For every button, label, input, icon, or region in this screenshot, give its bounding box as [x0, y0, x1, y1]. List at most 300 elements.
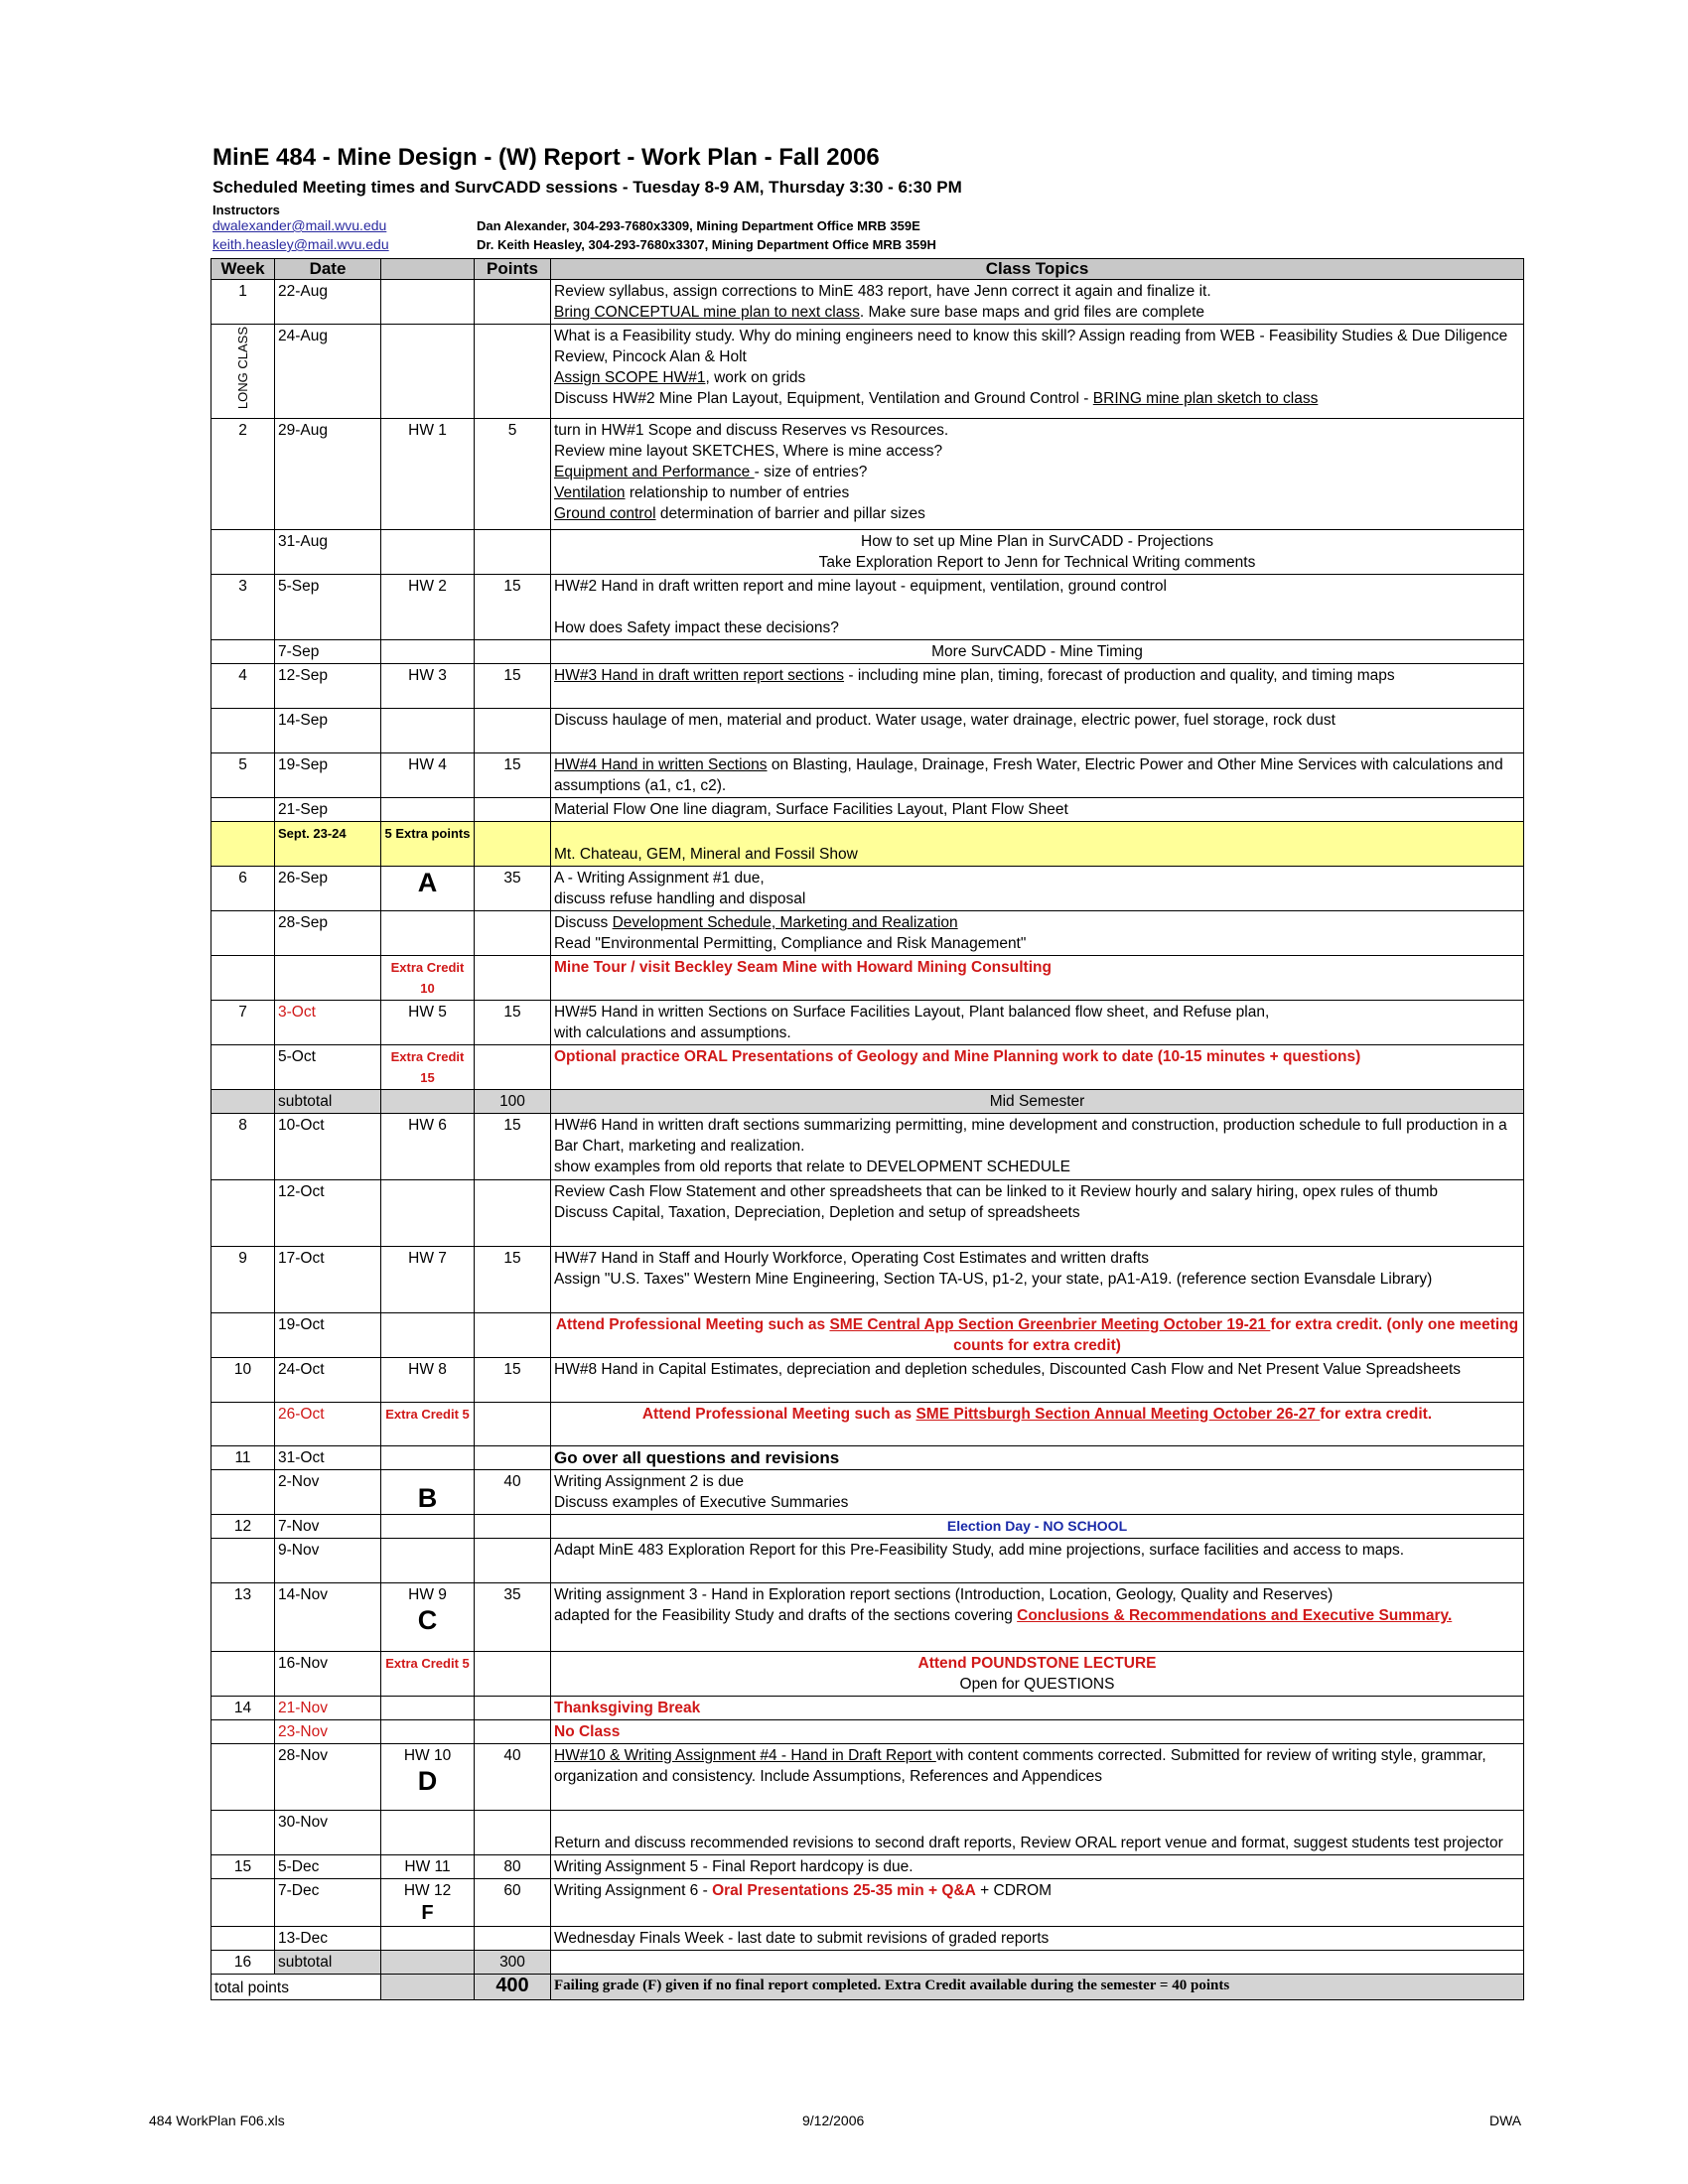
points-cell — [475, 1180, 551, 1247]
points-cell — [475, 911, 551, 956]
table-row-subtotal — [211, 1090, 1524, 1114]
topic-text: - including mine plan, timing, forecast of production and quality, and timing maps — [844, 667, 1395, 684]
assignment-cell — [381, 1720, 475, 1744]
table-row — [211, 709, 1524, 753]
assignment-cell — [381, 1313, 475, 1358]
column-header-date: Date — [275, 259, 381, 280]
date-cell: 22-Aug — [275, 280, 381, 325]
topic-cell: Thanksgiving Break — [551, 1697, 1524, 1720]
points-cell: 15 — [475, 1358, 551, 1403]
topic-text: for extra credit. — [1320, 1406, 1433, 1423]
points-cell — [475, 1720, 551, 1744]
topic-text: for extra credit. (only one meeting counts for extra credit) — [953, 1316, 1519, 1354]
points-cell: 60 — [475, 1879, 551, 1927]
assignment-cell: HW 2 — [381, 575, 475, 640]
assignment-cell: HW 5 — [381, 1001, 475, 1045]
topic-line: HW#6 Hand in written draft sections summarizing permitting, mine development and construction, production schedule to full production in a Bar Chart, marketing and realization. — [554, 1117, 1507, 1155]
week-cell — [211, 1470, 275, 1515]
assignment-cell — [381, 1951, 475, 1975]
table-row — [211, 1114, 1524, 1180]
date-cell: 17-Oct — [275, 1247, 381, 1313]
points-cell: 5 — [475, 419, 551, 530]
page-subtitle: Scheduled Meeting times and SurvCADD sessions - Tuesday 8-9 AM, Thursday 3:30 - 6:30 PM — [212, 178, 962, 197]
date-cell: subtotal — [275, 1090, 381, 1114]
topic-cell: Wednesday Finals Week - last date to submit revisions of graded reports — [551, 1927, 1524, 1951]
date-cell: 21-Sep — [275, 798, 381, 822]
week-cell: 10 — [211, 1358, 275, 1403]
topic-underlined-text: Conclusions & Recommendations and Executive Summary. — [1017, 1607, 1453, 1624]
points-cell — [475, 640, 551, 664]
date-cell: 12-Oct — [275, 1180, 381, 1247]
table-row — [211, 1720, 1524, 1744]
topic-line: with calculations and assumptions. — [554, 1024, 791, 1041]
table-row-subtotal — [211, 1951, 1524, 1975]
assignment-cell — [381, 1583, 475, 1652]
points-cell — [475, 1403, 551, 1446]
topic-line: How to set up Mine Plan in SurvCADD - Projections — [861, 533, 1213, 550]
column-header-week: Week — [211, 259, 275, 280]
week-cell: 4 — [211, 664, 275, 709]
assignment-cell: HW 6 — [381, 1114, 475, 1180]
topic-cell — [551, 1744, 1524, 1811]
topic-cell: Election Day - NO SCHOOL — [551, 1515, 1524, 1539]
table-row — [211, 1855, 1524, 1879]
table-row — [211, 1811, 1524, 1855]
points-cell — [475, 1652, 551, 1697]
topic-line — [554, 482, 1520, 503]
date-cell: 28-Sep — [275, 911, 381, 956]
week-cell — [211, 1879, 275, 1927]
week-cell — [211, 1313, 275, 1358]
assignment-cell — [381, 867, 475, 911]
topic-cell: Optional practice ORAL Presentations of Geology and Mine Planning work to date (10-15 minutes + questions) — [551, 1045, 1524, 1090]
topic-line: Take Exploration Report to Jenn for Technical Writing comments — [818, 554, 1256, 571]
date-cell: 5-Dec — [275, 1855, 381, 1879]
assignment-label: HW 9 — [408, 1586, 447, 1603]
table-row — [211, 1744, 1524, 1811]
topic-cell — [551, 1652, 1524, 1697]
points-cell — [475, 530, 551, 575]
topic-text: + CDROM — [975, 1882, 1053, 1899]
topic-text: relationship to number of entries — [625, 484, 850, 501]
table-row — [211, 753, 1524, 798]
table-row — [211, 1652, 1524, 1697]
topic-line — [554, 367, 1520, 388]
assignment-cell: Extra Credit 5 — [381, 1403, 475, 1446]
week-cell — [211, 911, 275, 956]
topic-line — [554, 462, 1520, 482]
table-row — [211, 1045, 1524, 1090]
assignment-cell: Extra Credit 15 — [381, 1045, 475, 1090]
table-row — [211, 867, 1524, 911]
points-cell: 35 — [475, 867, 551, 911]
week-cell — [211, 530, 275, 575]
table-row — [211, 1180, 1524, 1247]
table-row — [211, 280, 1524, 325]
topic-underlined-text: HW#10 & Writing Assignment #4 - Hand in Draft Report — [554, 1747, 936, 1764]
topic-underlined-text: BRING mine plan sketch to class — [1092, 390, 1319, 407]
week-cell — [211, 1403, 275, 1446]
date-cell: 10-Oct — [275, 1114, 381, 1180]
topic-text: adapted for the Feasibility Study and drafts of the sections covering — [554, 1607, 1018, 1624]
column-header-points: Points — [475, 259, 551, 280]
date-cell: 30-Nov — [275, 1811, 381, 1855]
instructors-label: Instructors — [212, 203, 280, 217]
table-row — [211, 1470, 1524, 1515]
assignment-letter: F — [421, 1902, 434, 1924]
date-cell: 13-Dec — [275, 1927, 381, 1951]
topic-cell — [551, 753, 1524, 798]
topic-highlight-text: Oral Presentations 25-35 min + Q&A — [712, 1882, 976, 1899]
points-cell: 80 — [475, 1855, 551, 1879]
assignment-cell — [381, 280, 475, 325]
date-cell: 19-Sep — [275, 753, 381, 798]
topic-line: Discuss examples of Executive Summaries — [554, 1494, 849, 1511]
table-row — [211, 325, 1524, 419]
topic-line: HW#7 Hand in Staff and Hourly Workforce, Operating Cost Estimates and written drafts — [554, 1250, 1150, 1267]
topic-cell — [551, 1247, 1524, 1313]
topic-line: Read "Environmental Permitting, Compliance and Risk Management" — [554, 935, 1027, 952]
topic-underlined-text: SME Central App Section Greenbrier Meeting October 19-21 — [829, 1316, 1271, 1333]
topic-cell — [551, 867, 1524, 911]
date-cell: Sept. 23-24 — [275, 822, 381, 867]
table-row — [211, 1697, 1524, 1720]
week-cell: 15 — [211, 1855, 275, 1879]
table-row — [211, 798, 1524, 822]
points-cell — [475, 1697, 551, 1720]
week-cell: 13 — [211, 1583, 275, 1652]
assignment-cell — [381, 1744, 475, 1811]
assignment-cell: HW 8 — [381, 1358, 475, 1403]
footer-initials: DWA — [1489, 2113, 1522, 2128]
topic-cell — [551, 1951, 1524, 1975]
points-cell — [475, 956, 551, 1001]
topic-line: Review Cash Flow Statement and other spreadsheets that can be linked to it Review hourly and salary hiring, opex rules of thumb — [554, 1183, 1439, 1200]
topic-line: show examples from old reports that relate to DEVELOPMENT SCHEDULE — [554, 1159, 1071, 1175]
week-cell — [211, 1744, 275, 1811]
assignment-cell — [381, 640, 475, 664]
topic-cell — [551, 1114, 1524, 1180]
date-cell: subtotal — [275, 1951, 381, 1975]
date-cell: 16-Nov — [275, 1652, 381, 1697]
total-note: Failing grade (F) given if no final report completed. Extra Credit available during the semester = 40 points — [551, 1975, 1524, 2000]
assignment-cell: 5 Extra points — [381, 822, 475, 867]
topic-cell — [551, 911, 1524, 956]
date-cell: 19-Oct — [275, 1313, 381, 1358]
points-cell: 15 — [475, 1247, 551, 1313]
assignment-cell — [381, 709, 475, 753]
assignment-cell — [381, 1975, 475, 2000]
topic-cell: Writing Assignment 5 - Final Report hardcopy is due. — [551, 1855, 1524, 1879]
week-cell — [211, 1180, 275, 1247]
table-row — [211, 956, 1524, 1001]
topic-cell — [551, 575, 1524, 640]
assignment-cell: HW 7 — [381, 1247, 475, 1313]
topic-cell — [551, 419, 1524, 530]
topic-line: discuss refuse handling and disposal — [554, 890, 806, 907]
topic-cell — [551, 664, 1524, 709]
work-plan-table — [211, 258, 1524, 2000]
topic-cell — [551, 1879, 1524, 1927]
topic-line — [554, 302, 1520, 323]
topic-cell: Adapt MinE 483 Exploration Report for this Pre-Feasibility Study, add mine projections, surface facilities and access to maps. — [551, 1539, 1524, 1583]
table-row — [211, 1313, 1524, 1358]
topic-line: turn in HW#1 Scope and discuss Reserves vs Resources. — [554, 422, 949, 439]
assignment-cell — [381, 911, 475, 956]
week-cell: 7 — [211, 1001, 275, 1045]
week-cell — [211, 1811, 275, 1855]
points-cell: 40 — [475, 1744, 551, 1811]
assignment-cell — [381, 530, 475, 575]
topic-text: Discuss HW#2 Mine Plan Layout, Equipment, Ventilation and Ground Control - — [554, 390, 1093, 407]
table-header-row — [211, 259, 1524, 280]
assignment-cell: HW 11 — [381, 1855, 475, 1879]
topic-cell: Discuss haulage of men, material and product. Water usage, water drainage, electric power, fuel storage, rock dust — [551, 709, 1524, 753]
assignment-letter: D — [417, 1766, 438, 1796]
week-cell: 8 — [211, 1114, 275, 1180]
column-header-assignment — [381, 259, 475, 280]
points-cell: 15 — [475, 753, 551, 798]
assignment-cell — [381, 1180, 475, 1247]
points-cell: 15 — [475, 575, 551, 640]
table-row — [211, 1879, 1524, 1927]
topic-line: Open for QUESTIONS — [959, 1676, 1115, 1693]
assignment-cell — [381, 1539, 475, 1583]
date-cell: 31-Oct — [275, 1446, 381, 1470]
week-cell: 14 — [211, 1697, 275, 1720]
date-cell: 12-Sep — [275, 664, 381, 709]
assignment-cell — [381, 798, 475, 822]
topic-underlined-text: Ventilation — [554, 484, 626, 501]
week-cell — [211, 956, 275, 1001]
topic-line — [554, 912, 1520, 933]
long-class-label: LONG CLASS — [234, 327, 250, 410]
topic-cell — [551, 1180, 1524, 1247]
assignment-cell — [381, 1446, 475, 1470]
points-cell: 15 — [475, 664, 551, 709]
table-row-total — [211, 1975, 1524, 2000]
topic-cell — [551, 1583, 1524, 1652]
total-points-value: 400 — [475, 1975, 551, 2000]
points-cell — [475, 1313, 551, 1358]
date-cell: 2-Nov — [275, 1470, 381, 1515]
week-cell — [211, 1927, 275, 1951]
assignment-cell: HW 4 — [381, 753, 475, 798]
topic-line: Assign "U.S. Taxes" Western Mine Engineering, Section TA-US, p1-2, your state, pA1-A19. (reference section Evansdale Library) — [554, 1271, 1433, 1288]
week-cell — [211, 1720, 275, 1744]
date-cell: 5-Oct — [275, 1045, 381, 1090]
points-cell — [475, 1539, 551, 1583]
assignment-cell: Extra Credit 5 — [381, 1652, 475, 1697]
topic-text: Attend Professional Meeting such as — [555, 1316, 830, 1333]
topic-text: Attend Professional Meeting such as — [641, 1406, 916, 1423]
topic-text: , work on grids — [705, 369, 806, 386]
topic-line: What is a Feasibility study. Why do mining engineers need to know this skill? Assign reading from WEB - Feasibility Studies & Due Diligence Review, Pincock Alan & Holt — [554, 328, 1508, 365]
date-cell: 29-Aug — [275, 419, 381, 530]
topic-line: Review mine layout SKETCHES, Where is mine access? — [554, 443, 943, 460]
week-cell — [211, 1045, 275, 1090]
topic-underlined-text: SME Pittsburgh Section Annual Meeting October 26-27 — [915, 1406, 1321, 1423]
date-cell: 21-Nov — [275, 1697, 381, 1720]
points-cell: 40 — [475, 1470, 551, 1515]
topic-underlined-text: Assign SCOPE HW#1 — [554, 369, 706, 386]
topic-cell: More SurvCADD - Mine Timing — [551, 640, 1524, 664]
points-cell — [475, 798, 551, 822]
week-cell — [211, 1652, 275, 1697]
date-cell — [275, 956, 381, 1001]
topic-line: HW#2 Hand in draft written report and mine layout - equipment, ventilation, ground control — [554, 578, 1167, 595]
table-row — [211, 1403, 1524, 1446]
week-cell — [211, 325, 275, 419]
topic-text: determination of barrier and pillar sizes — [655, 505, 925, 522]
table-row — [211, 664, 1524, 709]
total-points-label: total points — [211, 1975, 381, 2000]
week-cell: 16 — [211, 1951, 275, 1975]
points-cell: 35 — [475, 1583, 551, 1652]
topic-cell: No Class — [551, 1720, 1524, 1744]
points-cell — [475, 1446, 551, 1470]
topic-cell: Mine Tour / visit Beckley Seam Mine with Howard Mining Consulting — [551, 956, 1524, 1001]
points-cell: 15 — [475, 1001, 551, 1045]
assignment-cell: HW 1 — [381, 419, 475, 530]
topic-underlined-text: HW#4 Hand in written Sections — [554, 756, 768, 773]
table-row — [211, 911, 1524, 956]
topic-line: Review syllabus, assign corrections to MinE 483 report, have Jenn correct it again and finalize it. — [554, 283, 1211, 300]
week-cell: 1 — [211, 280, 275, 325]
points-cell — [475, 822, 551, 867]
topic-text: Discuss — [554, 914, 613, 931]
topic-line — [554, 503, 1520, 524]
assignment-cell — [381, 1090, 475, 1114]
table-row — [211, 640, 1524, 664]
topic-cell — [551, 1001, 1524, 1045]
date-cell: 26-Oct — [275, 1403, 381, 1446]
topic-cell — [551, 280, 1524, 325]
week-cell — [211, 822, 275, 867]
points-cell — [475, 1515, 551, 1539]
topic-underlined-text: Bring CONCEPTUAL mine plan to next class — [554, 304, 860, 321]
topic-cell — [551, 1470, 1524, 1515]
instructor-info: Dr. Keith Heasley, 304-293-7680x3307, Mining Department Office MRB 359H — [477, 237, 936, 252]
date-cell: 31-Aug — [275, 530, 381, 575]
topic-underlined-text: Ground control — [554, 505, 656, 522]
date-cell: 7-Sep — [275, 640, 381, 664]
week-cell — [211, 1539, 275, 1583]
date-cell: 7-Nov — [275, 1515, 381, 1539]
assignment-letter: C — [417, 1605, 438, 1635]
week-cell — [211, 709, 275, 753]
week-cell — [211, 1090, 275, 1114]
topic-line: Attend POUNDSTONE LECTURE — [917, 1655, 1157, 1672]
week-cell — [211, 798, 275, 822]
table-row — [211, 530, 1524, 575]
assignment-cell — [381, 1879, 475, 1927]
points-cell — [475, 280, 551, 325]
week-cell — [211, 640, 275, 664]
assignment-cell — [381, 1515, 475, 1539]
table-row — [211, 419, 1524, 530]
date-cell: 7-Dec — [275, 1879, 381, 1927]
week-cell: 5 — [211, 753, 275, 798]
table-row — [211, 1001, 1524, 1045]
week-cell: 2 — [211, 419, 275, 530]
topic-text: on Blasting, Haulage, Drainage, Fresh Water, Electric Power and Other Mine Services with calculations and assumptions (a1, c1, c2). — [554, 756, 1503, 794]
topic-line: A - Writing Assignment #1 due, — [554, 870, 765, 887]
week-cell: 12 — [211, 1515, 275, 1539]
assignment-cell: Extra Credit 10 — [381, 956, 475, 1001]
date-cell: 23-Nov — [275, 1720, 381, 1744]
topic-cell: HW#8 Hand in Capital Estimates, depreciation and depletion schedules, Discounted Cash Flow and Net Present Value Spreadsheets — [551, 1358, 1524, 1403]
assignment-label: HW 10 — [403, 1747, 452, 1764]
topic-line — [554, 388, 1520, 409]
assignment-label: HW 12 — [403, 1882, 452, 1899]
topic-line: Writing assignment 3 - Hand in Exploration report sections (Introduction, Location, Geology, Quality and Reserves) — [554, 1586, 1334, 1603]
date-cell: 3-Oct — [275, 1001, 381, 1045]
date-cell: 5-Sep — [275, 575, 381, 640]
topic-text: . Make sure base maps and grid files are complete — [859, 304, 1205, 321]
topic-cell — [551, 1403, 1524, 1446]
table-row — [211, 1583, 1524, 1652]
topic-line: How does Safety impact these decisions? — [554, 619, 839, 636]
assignment-cell — [381, 1927, 475, 1951]
points-cell: 15 — [475, 1114, 551, 1180]
topic-cell — [551, 530, 1524, 575]
topic-line: Writing Assignment 2 is due — [554, 1473, 744, 1490]
footer-date: 9/12/2006 — [802, 2113, 865, 2128]
assignment-cell — [381, 1811, 475, 1855]
page-title: MinE 484 - Mine Design - (W) Report - Work Plan - Fall 2006 — [212, 144, 880, 171]
assignment-cell — [381, 1470, 475, 1515]
table-row — [211, 1539, 1524, 1583]
footer-filename: 484 WorkPlan F06.xls — [149, 2113, 285, 2128]
topic-line: Discuss Capital, Taxation, Depreciation, Depletion and setup of spreadsheets — [554, 1204, 1080, 1221]
column-header-class-topics: Class Topics — [551, 259, 1524, 280]
week-cell: 3 — [211, 575, 275, 640]
date-cell: 14-Sep — [275, 709, 381, 753]
week-cell: 9 — [211, 1247, 275, 1313]
assignment-letter: B — [417, 1483, 438, 1513]
points-cell — [475, 1811, 551, 1855]
week-cell: 11 — [211, 1446, 275, 1470]
assignment-cell — [381, 325, 475, 419]
assignment-cell — [381, 1697, 475, 1720]
date-cell: 28-Nov — [275, 1744, 381, 1811]
points-cell: 300 — [475, 1951, 551, 1975]
topic-underlined-text: Equipment and Performance — [554, 464, 755, 480]
topic-cell — [551, 325, 1524, 419]
table-row-highlighted — [211, 822, 1524, 867]
topic-text: Writing Assignment 6 - — [554, 1882, 713, 1899]
topic-cell: Mid Semester — [551, 1090, 1524, 1114]
table-row — [211, 575, 1524, 640]
topic-cell — [551, 1313, 1524, 1358]
topic-cell: Mt. Chateau, GEM, Mineral and Fossil Show — [551, 822, 1524, 867]
table-row — [211, 1927, 1524, 1951]
topic-cell: Go over all questions and revisions — [551, 1446, 1524, 1470]
topic-underlined-text: Development Schedule, Marketing and Realization — [612, 914, 958, 931]
date-cell: 26-Sep — [275, 867, 381, 911]
topic-line: HW#5 Hand in written Sections on Surface Facilities Layout, Plant balanced flow sheet, and Refuse plan, — [554, 1004, 1270, 1021]
assignment-letter: A — [417, 868, 438, 897]
topic-text: with content comments corrected. Submitted for review of writing style, grammar, organization and consistency. Include Assumptions, References and Appendices — [554, 1747, 1486, 1785]
points-cell — [475, 1927, 551, 1951]
date-cell: 24-Oct — [275, 1358, 381, 1403]
week-cell: 6 — [211, 867, 275, 911]
table-row — [211, 1515, 1524, 1539]
topic-underlined-text: HW#3 Hand in draft written report sections — [554, 667, 845, 684]
instructor-email-link[interactable]: dwalexander@mail.wvu.edu — [212, 217, 387, 233]
instructor-email-link[interactable]: keith.heasley@mail.wvu.edu — [212, 236, 389, 252]
